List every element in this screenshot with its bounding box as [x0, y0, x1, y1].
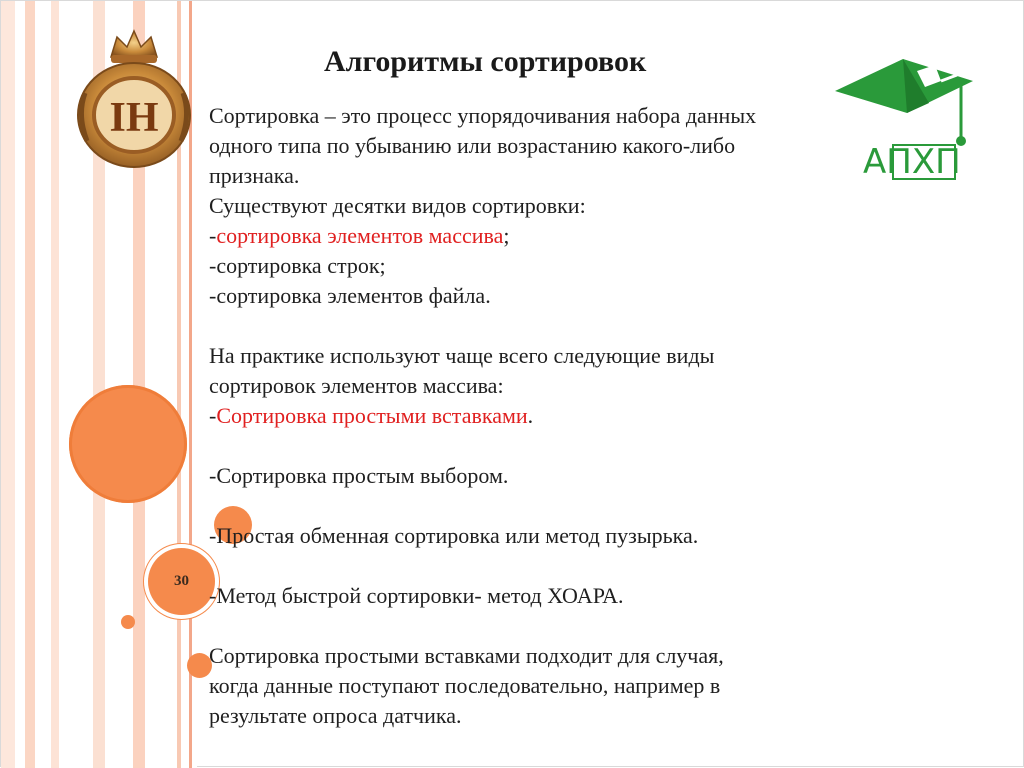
highlighted-text: сортировка элементов массива — [216, 223, 504, 248]
body-line — [209, 401, 929, 431]
body-text: Сортировка простыми вставками подходит для случая, — [209, 643, 724, 668]
slide-body — [209, 101, 929, 731]
body-text: -Простая обменная сортировка или метод пузырька. — [209, 523, 699, 548]
body-line — [209, 491, 929, 521]
body-line — [209, 371, 929, 401]
body-text: ; — [503, 223, 510, 248]
body-line — [209, 251, 929, 281]
body-line — [209, 341, 929, 371]
body-text: результате опроса датчика. — [209, 703, 462, 728]
body-text: Существуют десятки видов сортировки: — [209, 193, 586, 218]
body-text: . — [527, 403, 534, 428]
body-line — [209, 191, 929, 221]
body-text: -Сортировка простым выбором. — [209, 463, 509, 488]
svg-text:ІН: ІН — [109, 95, 159, 141]
slide-title: Алгоритмы сортировок — [324, 45, 647, 78]
body-text: На практике используют чаще всего следующие виды — [209, 343, 715, 368]
body-text: -сортировка строк; — [209, 253, 386, 278]
body-text: одного типа по убыванию или возрастанию какого-либо — [209, 133, 736, 158]
slide-number: 30 — [174, 573, 189, 589]
body-line — [209, 221, 929, 251]
body-line — [209, 611, 929, 641]
body-text: -сортировка элементов файла. — [209, 283, 491, 308]
svg-text:АПХП: АПХП — [863, 142, 961, 182]
body-line — [209, 701, 929, 731]
body-text: - — [209, 403, 217, 428]
body-line — [209, 551, 929, 581]
decorative-circle-large — [69, 385, 187, 503]
crest-emblem-icon — [71, 23, 197, 173]
body-text: признака. — [209, 163, 300, 188]
body-line — [209, 521, 929, 551]
body-text: когда данные поступают последовательно, например в — [209, 673, 721, 698]
body-line — [209, 131, 929, 161]
body-line — [209, 161, 929, 191]
body-line — [209, 641, 929, 671]
body-line — [209, 281, 929, 311]
decorative-circle-small — [121, 615, 135, 629]
body-line — [209, 311, 929, 341]
slide-number-badge — [148, 548, 215, 615]
body-text: сортировок элементов массива: — [209, 373, 504, 398]
body-line — [209, 461, 929, 491]
body-text: - — [209, 223, 217, 248]
body-line — [209, 431, 929, 461]
body-line — [209, 581, 929, 611]
body-text: -Метод быстрой сортировки- метод ХОАРА. — [209, 583, 624, 608]
highlighted-text: Сортировка простыми вставками — [216, 403, 528, 428]
body-line — [209, 671, 929, 701]
body-line — [209, 101, 929, 131]
body-text: Сортировка – это процесс упорядочивания набора данных — [209, 103, 757, 128]
